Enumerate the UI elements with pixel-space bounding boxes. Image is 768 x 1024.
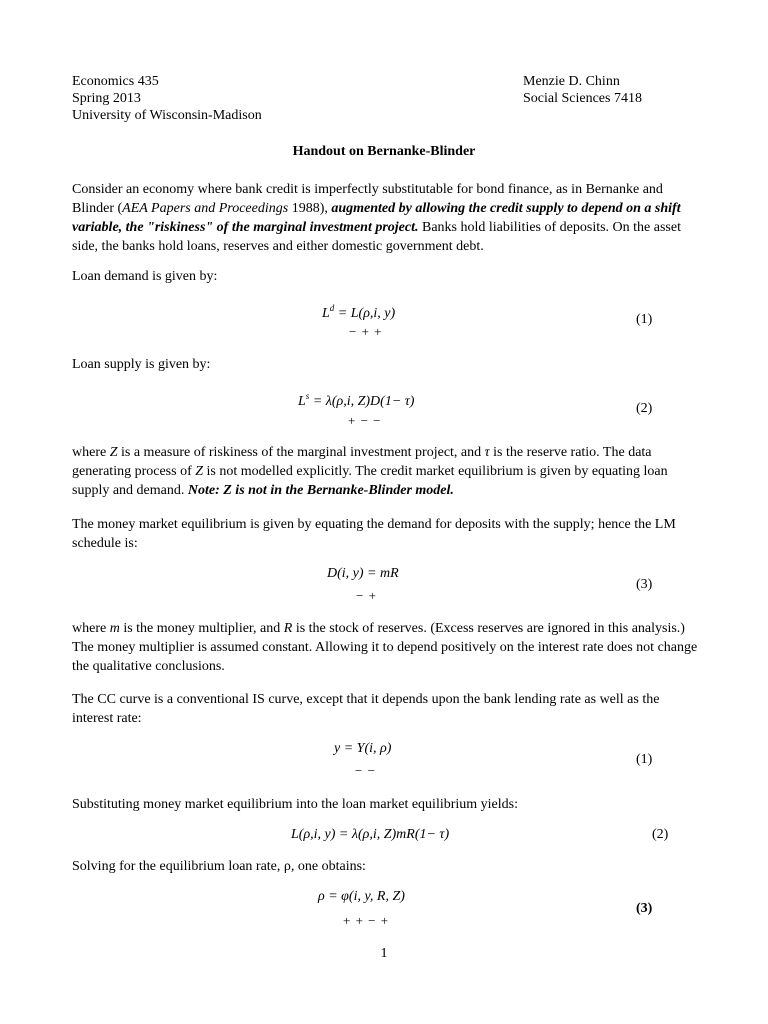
substituting-label: Substituting money market equilibrium into the loan market equilibrium yields: <box>72 797 518 812</box>
eq2-lhs: L <box>298 394 306 409</box>
eq3-number: (3) <box>636 577 653 592</box>
where-m-text-1: where <box>72 621 110 636</box>
course-name: Economics 435 <box>72 74 159 89</box>
header-author-info <box>523 73 642 107</box>
office: Social Sciences 7418 <box>523 91 642 106</box>
where-m-text-2: is the money multiplier, and <box>119 621 284 636</box>
eq1-rhs: = L(ρ,i, y) <box>334 306 396 321</box>
intro-paragraph <box>72 180 702 256</box>
intro-text-5: Banks hold liabilities of deposits. On the asset side, the banks hold loans, reserves and either domestic government debt. <box>72 220 681 254</box>
where-z-text-3: is the reserve ratio. The data generating process of <box>72 445 652 479</box>
where-z-text-2: is a measure of riskiness of the marginal investment project, and <box>117 445 485 460</box>
eq2-superscript: s <box>305 391 310 401</box>
model-note: Note: Z is not in the Bernanke-Blinder model. <box>187 483 454 498</box>
intro-text-1: Consider an economy where bank credit is imperfectly substitutable for bond finance, as in Bernanke and Blinder ( <box>72 182 663 216</box>
intro-text-3: 1988), <box>288 201 332 216</box>
eq3-signs: − + <box>356 588 377 603</box>
eq1-lhs: L <box>322 306 330 321</box>
semester: Spring 2013 <box>72 91 141 106</box>
variable-tau: τ <box>484 445 490 460</box>
page-number: 1 <box>380 946 388 961</box>
solving-label: Solving for the equilibrium loan rate, ρ, one obtains: <box>72 859 366 874</box>
eq2-expression <box>298 387 414 411</box>
variable-m: m <box>109 621 120 636</box>
loan-supply-label: Loan supply is given by: <box>72 357 211 372</box>
where-m-text-3: is the stock of reserves. (Excess reserves are ignored in this analysis.) The money multiplier is assumed constant. Allowing it to depend positively on the interest rate does not change the qualitative conclusions. <box>72 621 698 674</box>
eq1-signs: − + + <box>349 324 383 339</box>
header-course-info <box>72 73 262 124</box>
eq2-rhs: = λ(ρ,i, Z)D(1− τ) <box>309 394 415 409</box>
eq2-number: (2) <box>636 401 653 416</box>
where-z-text-1: where <box>72 445 110 460</box>
variable-z-2: Z <box>195 464 204 479</box>
eq2-signs: + − − <box>348 413 382 428</box>
eq4-signs: − − <box>355 763 376 778</box>
eq6-signs: + + − + <box>343 913 390 928</box>
loan-demand-label: Loan demand is given by: <box>72 269 218 284</box>
eq4-expression: y = Y(i, ρ) <box>334 741 392 756</box>
variable-r: R <box>283 621 293 636</box>
author-name: Menzie D. Chinn <box>523 74 620 89</box>
variable-z: Z <box>109 445 118 460</box>
document-title: Handout on Bernanke-Blinder <box>292 144 476 159</box>
eq6-expression: ρ = φ(i, y, R, Z) <box>318 889 405 904</box>
riskiness-paragraph <box>72 443 702 500</box>
eq1-number: (1) <box>636 312 653 327</box>
eq3-expression: D(i, y) = mR <box>327 566 399 581</box>
intro-emphasis: augmented by allowing the credit supply to depend on a shift variable, the "riskiness" of the marginal investment project. <box>72 201 681 235</box>
money-market-paragraph: The money market equilibrium is given by equating the demand for deposits with the supply; hence the LM schedule is: <box>72 517 676 551</box>
eq4-number: (1) <box>636 752 653 767</box>
journal-name: AEA Papers and Proceedings <box>122 201 289 216</box>
university: University of Wisconsin-Madison <box>72 108 262 123</box>
cc-curve-paragraph: The CC curve is a conventional IS curve, except that it depends upon the bank lending rate as well as the interest rate: <box>72 692 660 726</box>
eq1-expression <box>322 299 395 323</box>
eq5-expression: L(ρ,i, y) = λ(ρ,i, Z)mR(1− τ) <box>291 827 450 842</box>
where-z-text-4: is not modelled explicitly. The credit market equilibrium is given by equating loan supply and demand. <box>72 464 668 498</box>
eq1-superscript: d <box>329 303 335 313</box>
eq6-number: (3) <box>636 901 653 916</box>
eq5-number: (2) <box>652 827 669 842</box>
money-multiplier-paragraph <box>72 619 702 676</box>
